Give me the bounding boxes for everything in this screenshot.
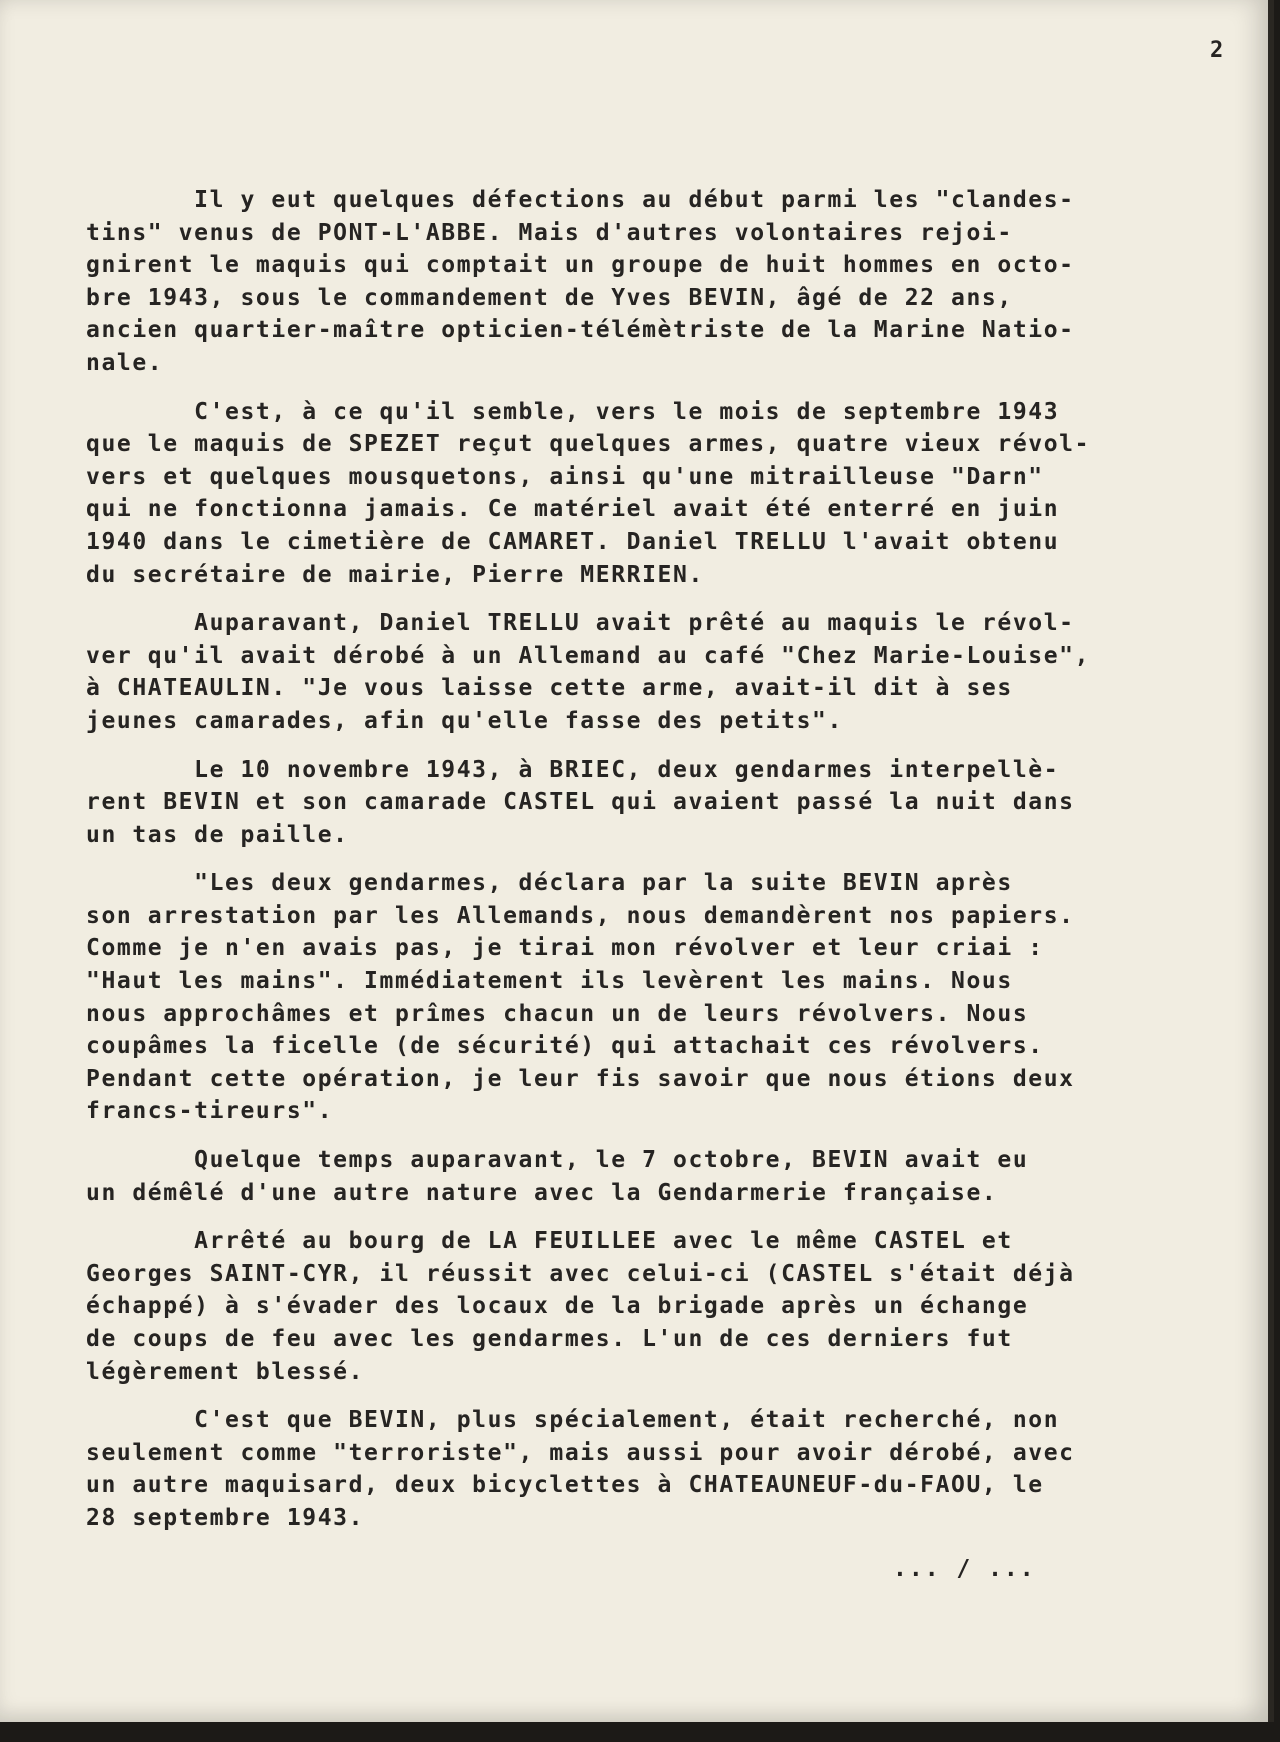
paragraph bbox=[86, 1225, 1246, 1388]
text-line: vers et quelques mousquetons, ainsi qu'une mitrailleuse "Darn" bbox=[86, 463, 1044, 490]
text-line: du secrétaire de mairie, Pierre MERRIEN. bbox=[86, 561, 704, 588]
text-line: coupâmes la ficelle (de sécurité) qui attachait ces révolvers. bbox=[86, 1033, 1044, 1060]
text-line: jeunes camarades, afin qu'elle fasse des petits". bbox=[86, 707, 843, 734]
text-line: "Les deux gendarmes, déclara par la suite BEVIN après bbox=[86, 870, 1013, 897]
paragraph bbox=[86, 1144, 1246, 1209]
text-line: Le 10 novembre 1943, à BRIEC, deux gendarmes interpellè- bbox=[86, 756, 1060, 783]
text-line: nale. bbox=[86, 349, 164, 376]
paragraph bbox=[86, 396, 1246, 592]
text-line: tins" venus de PONT-L'ABBE. Mais d'autres volontaires rejoi- bbox=[86, 219, 1013, 246]
text-line: Quelque temps auparavant, le 7 octobre, BEVIN avait eu bbox=[86, 1147, 1029, 1174]
text-line: Georges SAINT-CYR, il réussit avec celui-ci (CASTEL s'était déjà bbox=[86, 1260, 1075, 1287]
text-line: "Haut les mains". Immédiatement ils levèrent les mains. Nous bbox=[86, 968, 1013, 995]
paragraph bbox=[86, 607, 1246, 737]
text-line: ancien quartier-maître opticien-télémètriste de la Marine Natio- bbox=[86, 317, 1075, 344]
text-line: ver qu'il avait dérobé à un Allemand au café "Chez Marie-Louise", bbox=[86, 642, 1091, 669]
text-line: C'est, à ce qu'il semble, vers le mois de septembre 1943 bbox=[86, 398, 1060, 425]
text-line: gnirent le maquis qui comptait un groupe de huit hommes en octo- bbox=[86, 252, 1075, 279]
text-line: un démêlé d'une autre nature avec la Gendarmerie française. bbox=[86, 1179, 998, 1206]
paragraph bbox=[86, 754, 1246, 852]
text-line: francs-tireurs". bbox=[86, 1098, 334, 1125]
page-bottom-edge bbox=[0, 1722, 1280, 1742]
text-line: Comme je n'en avais pas, je tirai mon révolver et leur criai : bbox=[86, 935, 1044, 962]
body-text bbox=[86, 184, 1246, 1551]
text-line: légèrement blessé. bbox=[86, 1358, 365, 1385]
text-line: à CHATEAULIN. "Je vous laisse cette arme, avait-il dit à ses bbox=[86, 675, 1013, 702]
text-line: de coups de feu avec les gendarmes. L'un de ces derniers fut bbox=[86, 1326, 1013, 1352]
text-line: un autre maquisard, deux bicyclettes à CHATEAUNEUF-du-FAOU, le bbox=[86, 1472, 1044, 1499]
paragraph bbox=[86, 867, 1246, 1128]
page-number: 2 bbox=[1210, 38, 1224, 63]
text-line: échappé) à s'évader des locaux de la brigade après un échange bbox=[86, 1293, 1029, 1320]
text-line: Arrêté au bourg de LA FEUILLEE avec le même CASTEL et bbox=[86, 1228, 1013, 1255]
text-line: nous approchâmes et prîmes chacun un de leurs révolvers. Nous bbox=[86, 1000, 1029, 1027]
text-line: C'est que BEVIN, plus spécialement, était recherché, non bbox=[86, 1407, 1060, 1434]
paragraph bbox=[86, 1404, 1246, 1534]
text-line: Auparavant, Daniel TRELLU avait prêté au maquis le révol- bbox=[86, 610, 1075, 637]
text-line: que le maquis de SPEZET reçut quelques armes, quatre vieux révol- bbox=[86, 431, 1091, 458]
text-line: Il y eut quelques défections au début parmi les "clandes- bbox=[86, 187, 1075, 213]
text-line: qui ne fonctionna jamais. Ce matériel avait été enterré en juin bbox=[86, 496, 1060, 523]
text-line: 28 septembre 1943. bbox=[86, 1504, 365, 1531]
text-line: seulement comme "terroriste", mais aussi pour avoir dérobé, avec bbox=[86, 1439, 1075, 1466]
text-line: bre 1943, sous le commandement de Yves BEVIN, âgé de 22 ans, bbox=[86, 284, 1013, 311]
text-line: 1940 dans le cimetière de CAMARET. Daniel TRELLU l'avait obtenu bbox=[86, 528, 1060, 555]
text-line: son arrestation par les Allemands, nous demandèrent nos papiers. bbox=[86, 902, 1075, 929]
text-line: un tas de paille. bbox=[86, 821, 349, 848]
text-line: rent BEVIN et son camarade CASTEL qui avaient passé la nuit dans bbox=[86, 789, 1075, 816]
text-line: Pendant cette opération, je leur fis savoir que nous étions deux bbox=[86, 1065, 1075, 1092]
continuation-mark: ... / ... bbox=[893, 1556, 1036, 1582]
paragraph bbox=[86, 184, 1246, 380]
